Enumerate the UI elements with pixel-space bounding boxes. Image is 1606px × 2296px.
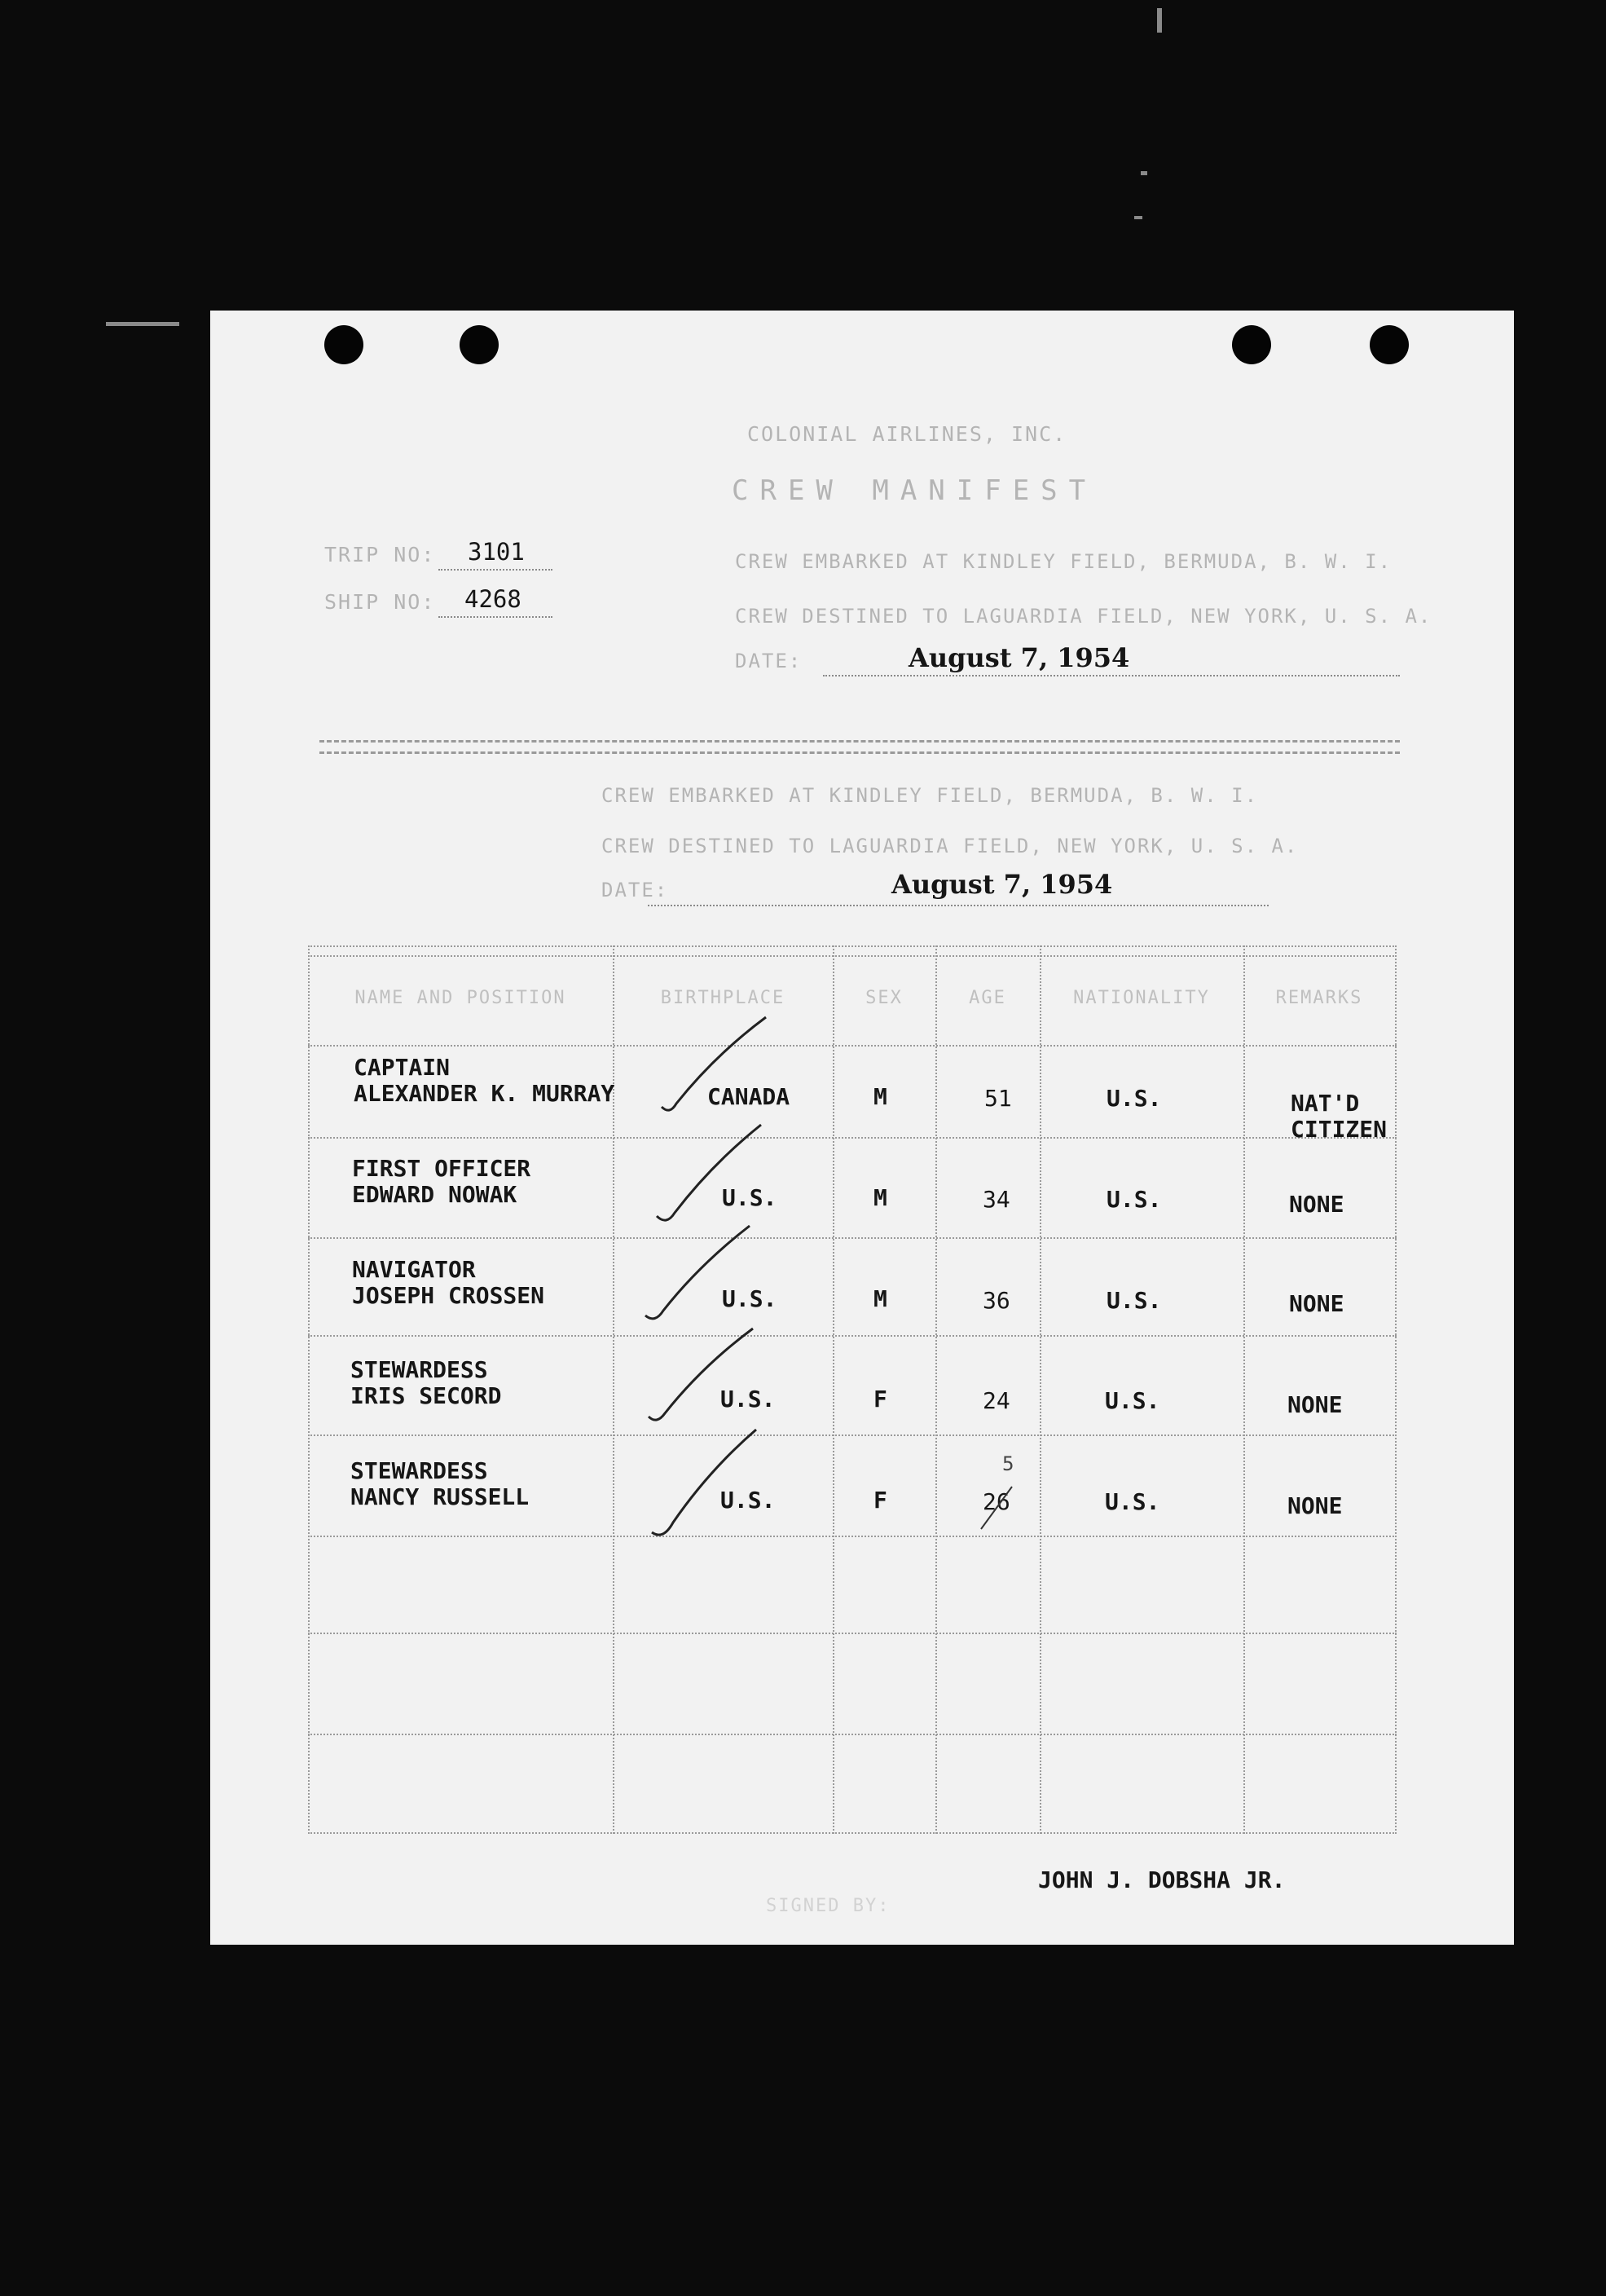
punch-hole: [460, 325, 499, 364]
col-header-birthplace: BIRTHPLACE: [660, 988, 785, 1008]
crew-remarks: NONE: [1287, 1492, 1343, 1519]
date-underline-2: [648, 905, 1269, 906]
date-label-1: DATE:: [735, 650, 803, 672]
crew-birthplace: U.S.: [720, 1487, 776, 1514]
check-mark-icon: [642, 1219, 756, 1333]
punch-hole: [1370, 325, 1409, 364]
crew-remarks: NONE: [1287, 1391, 1343, 1418]
col-header-name: NAME AND POSITION: [354, 988, 566, 1008]
crew-name: ALEXANDER K. MURRAY: [354, 1080, 615, 1107]
ship-number-label: SHIP NO:: [324, 590, 436, 614]
crew-nationality: U.S.: [1107, 1186, 1162, 1213]
col-header-sex: SEX: [865, 988, 903, 1008]
crew-sex: F: [873, 1386, 887, 1412]
crew-birthplace: U.S.: [720, 1386, 776, 1412]
crew-birthplace: U.S.: [722, 1285, 777, 1312]
crew-position: STEWARDESS: [350, 1356, 488, 1383]
crew-age: 51: [984, 1085, 1012, 1112]
destined-line-2: CREW DESTINED TO LAGUARDIA FIELD, NEW YORK, U. S. A.: [601, 835, 1299, 857]
table-col-rule: [1040, 945, 1041, 1834]
table-rule: [308, 1335, 1397, 1337]
crew-remarks: CITIZEN: [1291, 1116, 1388, 1143]
section-divider: [319, 740, 1400, 743]
crew-sex: M: [873, 1184, 887, 1211]
check-mark-icon: [649, 1423, 763, 1545]
table-rule: [308, 1237, 1397, 1239]
crew-age: 24: [983, 1387, 1010, 1414]
table-col-rule: [833, 945, 834, 1834]
film-mark: [1157, 8, 1162, 33]
trip-number: 3101: [468, 538, 525, 566]
crew-table: [308, 945, 1397, 1834]
col-header-remarks: REMARKS: [1275, 988, 1363, 1008]
table-rule: [308, 1137, 1397, 1139]
form-title: CREW MANIFEST: [732, 474, 1098, 507]
table-rule: [308, 945, 1397, 947]
crew-age: 26: [983, 1488, 1010, 1515]
table-col-rule: [935, 945, 937, 1834]
embarked-line-2: CREW EMBARKED AT KINDLEY FIELD, BERMUDA, B. W. I.: [601, 784, 1259, 807]
crew-age: 34: [983, 1186, 1010, 1213]
crew-remarks: NONE: [1289, 1191, 1344, 1218]
crew-nationality: U.S.: [1105, 1488, 1160, 1515]
company-name: COLONIAL AIRLINES, INC.: [747, 422, 1067, 446]
table-col-rule: [1243, 945, 1245, 1834]
signed-by-label: SIGNED BY:: [766, 1896, 891, 1916]
table-rule: [308, 1536, 1397, 1537]
table-rule: [308, 1045, 1397, 1047]
embarked-line-1: CREW EMBARKED AT KINDLEY FIELD, BERMUDA, B. W. I.: [735, 550, 1393, 573]
trip-number-label: TRIP NO:: [324, 543, 436, 566]
crew-name: EDWARD NOWAK: [352, 1181, 517, 1208]
crew-remarks: NONE: [1289, 1290, 1344, 1317]
table-rule: [308, 1434, 1397, 1436]
film-mark: [1141, 171, 1147, 175]
crew-nationality: U.S.: [1107, 1085, 1162, 1112]
crew-name: IRIS SECORD: [350, 1382, 502, 1409]
age-correction-mark: [975, 1483, 1023, 1532]
table-rule: [308, 1832, 1397, 1834]
col-header-age: AGE: [969, 988, 1006, 1008]
ship-number: 4268: [464, 585, 521, 613]
table-col-rule: [1395, 945, 1397, 1834]
check-mark-icon: [653, 1118, 768, 1232]
crew-birthplace: CANADA: [707, 1083, 790, 1110]
ship-underline: [438, 616, 552, 618]
crew-sex: M: [873, 1083, 887, 1110]
age-correction: 5: [1002, 1452, 1014, 1475]
punch-hole: [324, 325, 363, 364]
section-divider: [319, 751, 1400, 754]
crew-position: NAVIGATOR: [352, 1256, 476, 1283]
destined-line-1: CREW DESTINED TO LAGUARDIA FIELD, NEW YORK, U. S. A.: [735, 605, 1432, 628]
crew-sex: F: [873, 1487, 887, 1514]
crew-birthplace: U.S.: [722, 1184, 777, 1211]
crew-position: STEWARDESS: [350, 1457, 488, 1484]
film-mark: [1134, 216, 1142, 219]
crew-age: 36: [983, 1287, 1010, 1314]
date-value-2: August 7, 1954: [891, 869, 1113, 900]
film-mark: [106, 322, 179, 326]
crew-sex: M: [873, 1285, 887, 1312]
crew-name: JOSEPH CROSSEN: [352, 1282, 545, 1309]
trip-underline: [438, 569, 552, 571]
crew-remarks: NAT'D: [1291, 1090, 1360, 1117]
crew-nationality: U.S.: [1105, 1387, 1160, 1414]
date-underline-1: [823, 675, 1400, 676]
check-mark-icon: [645, 1322, 759, 1436]
date-label-2: DATE:: [601, 879, 669, 901]
crew-position: CAPTAIN: [354, 1054, 451, 1081]
date-value-1: August 7, 1954: [909, 642, 1130, 673]
table-col-rule: [613, 945, 614, 1834]
crew-position: FIRST OFFICER: [352, 1155, 531, 1182]
signatory-name: JOHN J. DOBSHA JR.: [1038, 1866, 1286, 1893]
table-rule: [308, 1633, 1397, 1634]
crew-name: NANCY RUSSELL: [350, 1483, 530, 1510]
check-mark-icon: [658, 1011, 772, 1125]
table-rule: [308, 1734, 1397, 1735]
col-header-nationality: NATIONALITY: [1073, 988, 1210, 1008]
table-col-rule: [308, 945, 310, 1834]
crew-nationality: U.S.: [1107, 1287, 1162, 1314]
punch-hole: [1232, 325, 1271, 364]
table-rule: [308, 955, 1397, 957]
